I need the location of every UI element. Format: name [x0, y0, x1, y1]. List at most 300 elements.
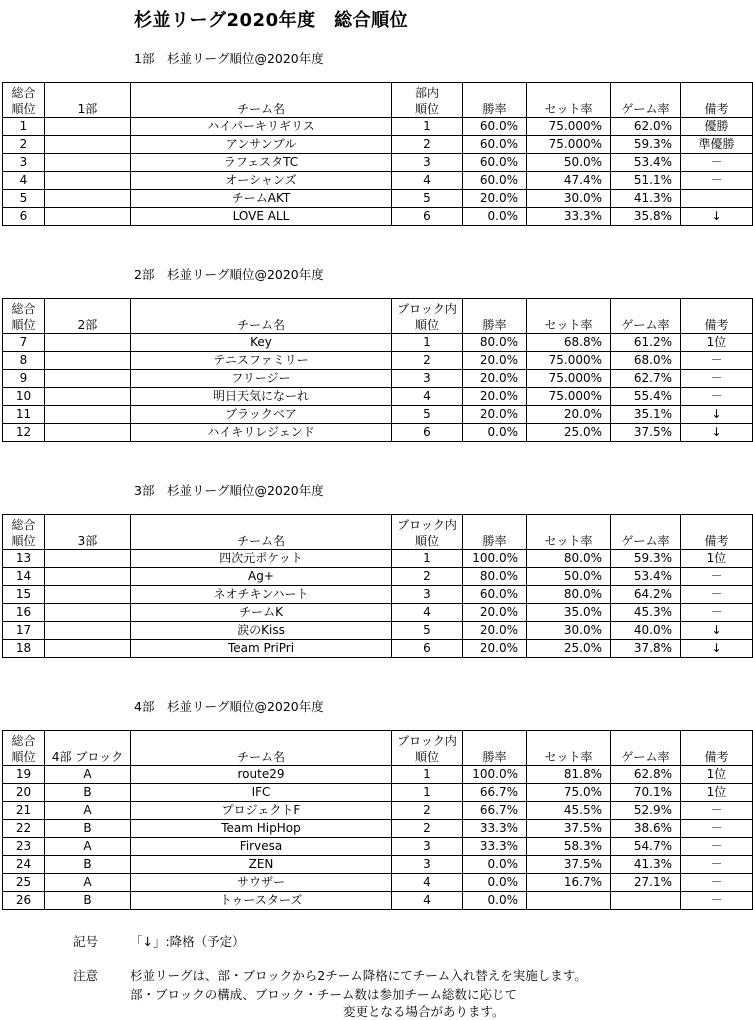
header-team: チーム名 — [131, 515, 392, 550]
header-division: 2部 — [45, 299, 131, 334]
table-row — [3, 568, 753, 586]
cell-win-rate: 60.0% — [463, 154, 527, 172]
cell-set-rate: 75.000% — [527, 388, 611, 406]
cell-group — [45, 334, 131, 352]
cell-rank: 1 — [392, 334, 463, 352]
cell-team: 涙のKiss — [131, 622, 392, 640]
cell-note: ↓ — [681, 640, 753, 658]
cell-win-rate: 33.3% — [463, 838, 527, 856]
cell-team: Key — [131, 334, 392, 352]
cell-rank: 5 — [392, 622, 463, 640]
header-rank-line-1: ブロック内 — [397, 734, 457, 748]
cell-note: － — [681, 352, 753, 370]
cell-team: アンサンブル — [131, 136, 392, 154]
header-overall-rank-line-1: 総合 — [11, 86, 36, 100]
cell-rank: 3 — [392, 370, 463, 388]
cell-overall-rank: 12 — [3, 424, 45, 442]
cell-overall-rank: 9 — [3, 370, 45, 388]
cell-set-rate: 33.3% — [527, 208, 611, 226]
table-row — [3, 586, 753, 604]
cell-rank: 5 — [392, 190, 463, 208]
cell-overall-rank: 19 — [3, 766, 45, 784]
header-overall-rank — [3, 83, 45, 118]
cell-overall-rank: 16 — [3, 604, 45, 622]
cell-set-rate: 75.000% — [527, 136, 611, 154]
header-rank — [392, 731, 463, 766]
table-row — [3, 352, 753, 370]
cell-note: － — [681, 856, 753, 874]
cell-set-rate: 37.5% — [527, 820, 611, 838]
cell-rank: 2 — [392, 820, 463, 838]
cell-set-rate: 45.5% — [527, 802, 611, 820]
header-row — [3, 731, 753, 766]
header-overall-rank-line-1: 総合 — [11, 518, 36, 532]
cell-game-rate: 55.4% — [611, 388, 681, 406]
cell-win-rate: 60.0% — [463, 136, 527, 154]
section-title-4: 4部 杉並リーグ順位@2020年度 — [134, 699, 324, 714]
cell-group: A — [45, 766, 131, 784]
cell-game-rate: 52.9% — [611, 802, 681, 820]
cell-note: － — [681, 604, 753, 622]
header-notes: 備考 — [681, 515, 753, 550]
cell-rank: 4 — [392, 172, 463, 190]
cell-win-rate: 60.0% — [463, 586, 527, 604]
cell-note: 1位 — [681, 550, 753, 568]
cell-note: － — [681, 154, 753, 172]
header-overall-rank-line-2: 順位 — [11, 534, 36, 548]
cell-win-rate: 60.0% — [463, 118, 527, 136]
cell-rank: 5 — [392, 406, 463, 424]
cell-team: プロジェクトF — [131, 802, 392, 820]
cell-win-rate: 20.0% — [463, 604, 527, 622]
legend-note-line-1: 杉並リーグは、部・ブロックから2チーム降格にてチーム入れ替えを実施します。 — [130, 968, 587, 983]
cell-group: A — [45, 874, 131, 892]
header-rank-line-2: 順位 — [414, 534, 439, 548]
cell-group — [45, 190, 131, 208]
cell-group — [45, 406, 131, 424]
cell-note: 1位 — [681, 784, 753, 802]
header-overall-rank — [3, 299, 45, 334]
table-row — [3, 334, 753, 352]
cell-game-rate: 70.1% — [611, 784, 681, 802]
legend-symbol-label: 記号 — [73, 934, 99, 949]
legend-note-label: 注意 — [73, 968, 99, 983]
table-row — [3, 136, 753, 154]
header-set-rate: セット率 — [527, 299, 611, 334]
legend-note-line-2: 部・ブロックの構成、ブロック・チーム数は参加チーム総数に応じて — [130, 987, 518, 1002]
header-rank-line-1: ブロック内 — [397, 302, 457, 316]
cell-win-rate: 60.0% — [463, 172, 527, 190]
standings-table-4 — [2, 730, 753, 910]
cell-set-rate: 58.3% — [527, 838, 611, 856]
cell-overall-rank: 1 — [3, 118, 45, 136]
cell-game-rate: 53.4% — [611, 154, 681, 172]
cell-note: ↓ — [681, 406, 753, 424]
cell-team: ハイキリレジェンド — [131, 424, 392, 442]
cell-set-rate: 75.0% — [527, 784, 611, 802]
cell-rank: 2 — [392, 802, 463, 820]
cell-team: テニスファミリー — [131, 352, 392, 370]
header-win-rate: 勝率 — [463, 515, 527, 550]
cell-overall-rank: 23 — [3, 838, 45, 856]
cell-set-rate: 75.000% — [527, 118, 611, 136]
cell-group: B — [45, 820, 131, 838]
cell-win-rate: 20.0% — [463, 622, 527, 640]
section-title-2: 2部 杉並リーグ順位@2020年度 — [134, 267, 324, 282]
cell-set-rate: 47.4% — [527, 172, 611, 190]
cell-team: サウザー — [131, 874, 392, 892]
cell-team: route29 — [131, 766, 392, 784]
cell-overall-rank: 20 — [3, 784, 45, 802]
cell-overall-rank: 4 — [3, 172, 45, 190]
cell-group — [45, 370, 131, 388]
cell-game-rate: 59.3% — [611, 550, 681, 568]
header-rank — [392, 515, 463, 550]
cell-rank: 4 — [392, 604, 463, 622]
cell-team: Firvesa — [131, 838, 392, 856]
cell-game-rate: 59.3% — [611, 136, 681, 154]
page-title: 杉並リーグ2020年度 総合順位 — [134, 10, 409, 31]
cell-team: ブラックベア — [131, 406, 392, 424]
cell-group — [45, 640, 131, 658]
header-win-rate: 勝率 — [463, 299, 527, 334]
header-overall-rank — [3, 731, 45, 766]
standings-table-2 — [2, 298, 753, 442]
cell-game-rate: 35.1% — [611, 406, 681, 424]
table-row — [3, 892, 753, 910]
table-row — [3, 424, 753, 442]
cell-rank: 3 — [392, 154, 463, 172]
cell-team: チームK — [131, 604, 392, 622]
header-win-rate: 勝率 — [463, 83, 527, 118]
cell-group — [45, 388, 131, 406]
cell-note: － — [681, 874, 753, 892]
cell-game-rate: 45.3% — [611, 604, 681, 622]
cell-set-rate: 80.0% — [527, 586, 611, 604]
cell-group: A — [45, 838, 131, 856]
cell-game-rate: 62.8% — [611, 766, 681, 784]
cell-set-rate: 50.0% — [527, 154, 611, 172]
cell-overall-rank: 25 — [3, 874, 45, 892]
header-notes: 備考 — [681, 83, 753, 118]
header-game-rate: ゲーム率 — [611, 299, 681, 334]
cell-win-rate: 0.0% — [463, 424, 527, 442]
cell-group — [45, 622, 131, 640]
table-row — [3, 784, 753, 802]
legend-note-line-3: 変更となる場合があります。 — [343, 1004, 505, 1019]
cell-win-rate: 0.0% — [463, 874, 527, 892]
table-row — [3, 550, 753, 568]
table-row — [3, 154, 753, 172]
cell-win-rate: 20.0% — [463, 190, 527, 208]
cell-group — [45, 136, 131, 154]
table-row — [3, 838, 753, 856]
cell-set-rate: 25.0% — [527, 424, 611, 442]
cell-set-rate: 50.0% — [527, 568, 611, 586]
cell-set-rate: 35.0% — [527, 604, 611, 622]
cell-overall-rank: 8 — [3, 352, 45, 370]
cell-team: ハイパーキリギリス — [131, 118, 392, 136]
standings-table-1 — [2, 82, 753, 226]
cell-group — [45, 586, 131, 604]
table-row — [3, 874, 753, 892]
cell-overall-rank: 17 — [3, 622, 45, 640]
header-row — [3, 83, 753, 118]
cell-team: Ag+ — [131, 568, 392, 586]
cell-win-rate: 80.0% — [463, 568, 527, 586]
cell-note: － — [681, 892, 753, 910]
table-row — [3, 208, 753, 226]
cell-game-rate: 64.2% — [611, 586, 681, 604]
cell-set-rate: 81.8% — [527, 766, 611, 784]
cell-set-rate: 75.000% — [527, 370, 611, 388]
cell-group — [45, 154, 131, 172]
header-team: チーム名 — [131, 83, 392, 118]
cell-team: トゥースターズ — [131, 892, 392, 910]
cell-group — [45, 550, 131, 568]
cell-rank: 6 — [392, 640, 463, 658]
cell-set-rate: 75.000% — [527, 352, 611, 370]
cell-win-rate: 20.0% — [463, 388, 527, 406]
legend-symbol-text: 「↓」:降格（予定） — [130, 934, 245, 949]
cell-rank: 1 — [392, 550, 463, 568]
cell-rank: 2 — [392, 568, 463, 586]
cell-overall-rank: 5 — [3, 190, 45, 208]
table-row — [3, 856, 753, 874]
cell-note: － — [681, 568, 753, 586]
cell-group — [45, 208, 131, 226]
cell-overall-rank: 14 — [3, 568, 45, 586]
cell-note: － — [681, 838, 753, 856]
cell-overall-rank: 10 — [3, 388, 45, 406]
header-rank-line-1: 部内 — [414, 86, 439, 100]
table-row — [3, 820, 753, 838]
cell-team: ラフェスタTC — [131, 154, 392, 172]
table-row — [3, 766, 753, 784]
cell-group — [45, 604, 131, 622]
table-row — [3, 172, 753, 190]
cell-game-rate: 62.0% — [611, 118, 681, 136]
header-set-rate: セット率 — [527, 515, 611, 550]
table-row — [3, 388, 753, 406]
cell-group: B — [45, 784, 131, 802]
cell-rank: 4 — [392, 388, 463, 406]
cell-game-rate: 37.8% — [611, 640, 681, 658]
cell-note: ↓ — [681, 424, 753, 442]
cell-overall-rank: 2 — [3, 136, 45, 154]
cell-set-rate: 30.0% — [527, 622, 611, 640]
cell-win-rate: 100.0% — [463, 766, 527, 784]
header-rank-line-1: ブロック内 — [397, 518, 457, 532]
cell-rank: 4 — [392, 892, 463, 910]
table-row — [3, 406, 753, 424]
cell-overall-rank: 21 — [3, 802, 45, 820]
cell-overall-rank: 11 — [3, 406, 45, 424]
cell-rank: 6 — [392, 208, 463, 226]
cell-group — [45, 352, 131, 370]
cell-game-rate: 51.1% — [611, 172, 681, 190]
cell-note: － — [681, 802, 753, 820]
cell-group — [45, 424, 131, 442]
cell-game-rate: 38.6% — [611, 820, 681, 838]
table-row — [3, 622, 753, 640]
cell-rank: 3 — [392, 838, 463, 856]
header-overall-rank-line-1: 総合 — [11, 302, 36, 316]
cell-game-rate: 68.0% — [611, 352, 681, 370]
cell-win-rate: 33.3% — [463, 820, 527, 838]
cell-note: － — [681, 172, 753, 190]
cell-note: － — [681, 586, 753, 604]
header-team: チーム名 — [131, 299, 392, 334]
cell-set-rate: 20.0% — [527, 406, 611, 424]
header-rank-line-2: 順位 — [414, 102, 439, 116]
cell-rank: 2 — [392, 136, 463, 154]
cell-set-rate — [527, 892, 611, 910]
cell-overall-rank: 7 — [3, 334, 45, 352]
cell-note: 1位 — [681, 766, 753, 784]
cell-set-rate: 37.5% — [527, 856, 611, 874]
header-overall-rank-line-1: 総合 — [11, 734, 36, 748]
cell-note: － — [681, 370, 753, 388]
cell-note — [681, 190, 753, 208]
cell-win-rate: 66.7% — [463, 784, 527, 802]
cell-game-rate: 41.3% — [611, 856, 681, 874]
cell-win-rate: 0.0% — [463, 208, 527, 226]
header-game-rate: ゲーム率 — [611, 515, 681, 550]
cell-overall-rank: 26 — [3, 892, 45, 910]
header-set-rate: セット率 — [527, 731, 611, 766]
cell-game-rate: 27.1% — [611, 874, 681, 892]
cell-rank: 2 — [392, 352, 463, 370]
cell-group — [45, 568, 131, 586]
standings-table-3 — [2, 514, 753, 658]
cell-rank: 1 — [392, 118, 463, 136]
section-title-3: 3部 杉並リーグ順位@2020年度 — [134, 483, 324, 498]
cell-game-rate: 53.4% — [611, 568, 681, 586]
cell-game-rate: 35.8% — [611, 208, 681, 226]
cell-team: 明日天気になーれ — [131, 388, 392, 406]
table-row — [3, 118, 753, 136]
table-row — [3, 604, 753, 622]
cell-win-rate: 80.0% — [463, 334, 527, 352]
cell-team: LOVE ALL — [131, 208, 392, 226]
cell-team: チームAKT — [131, 190, 392, 208]
cell-rank: 6 — [392, 424, 463, 442]
header-row — [3, 299, 753, 334]
cell-game-rate: 61.2% — [611, 334, 681, 352]
cell-group: A — [45, 802, 131, 820]
cell-team: ZEN — [131, 856, 392, 874]
header-row — [3, 515, 753, 550]
cell-rank: 3 — [392, 586, 463, 604]
cell-team: ネオチキンハート — [131, 586, 392, 604]
cell-overall-rank: 6 — [3, 208, 45, 226]
cell-set-rate: 30.0% — [527, 190, 611, 208]
cell-win-rate: 20.0% — [463, 370, 527, 388]
cell-game-rate — [611, 892, 681, 910]
cell-note: － — [681, 388, 753, 406]
cell-rank: 3 — [392, 856, 463, 874]
cell-note: ↓ — [681, 208, 753, 226]
cell-win-rate: 0.0% — [463, 856, 527, 874]
cell-win-rate: 66.7% — [463, 802, 527, 820]
header-team: チーム名 — [131, 731, 392, 766]
cell-rank: 4 — [392, 874, 463, 892]
cell-note: 1位 — [681, 334, 753, 352]
cell-group: B — [45, 892, 131, 910]
cell-win-rate: 20.0% — [463, 640, 527, 658]
cell-team: 四次元ポケット — [131, 550, 392, 568]
cell-overall-rank: 13 — [3, 550, 45, 568]
cell-win-rate: 20.0% — [463, 352, 527, 370]
cell-set-rate: 80.0% — [527, 550, 611, 568]
cell-win-rate: 20.0% — [463, 406, 527, 424]
header-game-rate: ゲーム率 — [611, 731, 681, 766]
cell-team: Team PriPri — [131, 640, 392, 658]
cell-overall-rank: 18 — [3, 640, 45, 658]
table-row — [3, 640, 753, 658]
header-overall-rank — [3, 515, 45, 550]
cell-set-rate: 16.7% — [527, 874, 611, 892]
table-row — [3, 802, 753, 820]
cell-overall-rank: 24 — [3, 856, 45, 874]
cell-team: フリージー — [131, 370, 392, 388]
cell-game-rate: 40.0% — [611, 622, 681, 640]
cell-set-rate: 25.0% — [527, 640, 611, 658]
cell-set-rate: 68.8% — [527, 334, 611, 352]
header-rank-line-2: 順位 — [414, 750, 439, 764]
header-rank — [392, 299, 463, 334]
cell-group: B — [45, 856, 131, 874]
header-overall-rank-line-2: 順位 — [11, 318, 36, 332]
cell-win-rate: 0.0% — [463, 892, 527, 910]
cell-rank: 1 — [392, 784, 463, 802]
header-rank — [392, 83, 463, 118]
header-overall-rank-line-2: 順位 — [11, 750, 36, 764]
cell-note: 準優勝 — [681, 136, 753, 154]
cell-note: － — [681, 820, 753, 838]
cell-game-rate: 41.3% — [611, 190, 681, 208]
cell-game-rate: 54.7% — [611, 838, 681, 856]
header-division: 3部 — [45, 515, 131, 550]
cell-game-rate: 62.7% — [611, 370, 681, 388]
section-title-1: 1部 杉並リーグ順位@2020年度 — [134, 51, 324, 66]
cell-note: 優勝 — [681, 118, 753, 136]
header-notes: 備考 — [681, 299, 753, 334]
header-division: 1部 — [45, 83, 131, 118]
table-row — [3, 190, 753, 208]
header-game-rate: ゲーム率 — [611, 83, 681, 118]
cell-overall-rank: 22 — [3, 820, 45, 838]
header-set-rate: セット率 — [527, 83, 611, 118]
cell-team: IFC — [131, 784, 392, 802]
cell-note: ↓ — [681, 622, 753, 640]
header-overall-rank-line-2: 順位 — [11, 102, 36, 116]
header-division: 4部 ブロック — [45, 731, 131, 766]
cell-group — [45, 172, 131, 190]
cell-overall-rank: 15 — [3, 586, 45, 604]
cell-team: Team HipHop — [131, 820, 392, 838]
table-row — [3, 370, 753, 388]
cell-group — [45, 118, 131, 136]
cell-game-rate: 37.5% — [611, 424, 681, 442]
cell-team: オーシャンズ — [131, 172, 392, 190]
header-win-rate: 勝率 — [463, 731, 527, 766]
cell-win-rate: 100.0% — [463, 550, 527, 568]
cell-rank: 1 — [392, 766, 463, 784]
header-notes: 備考 — [681, 731, 753, 766]
header-rank-line-2: 順位 — [414, 318, 439, 332]
